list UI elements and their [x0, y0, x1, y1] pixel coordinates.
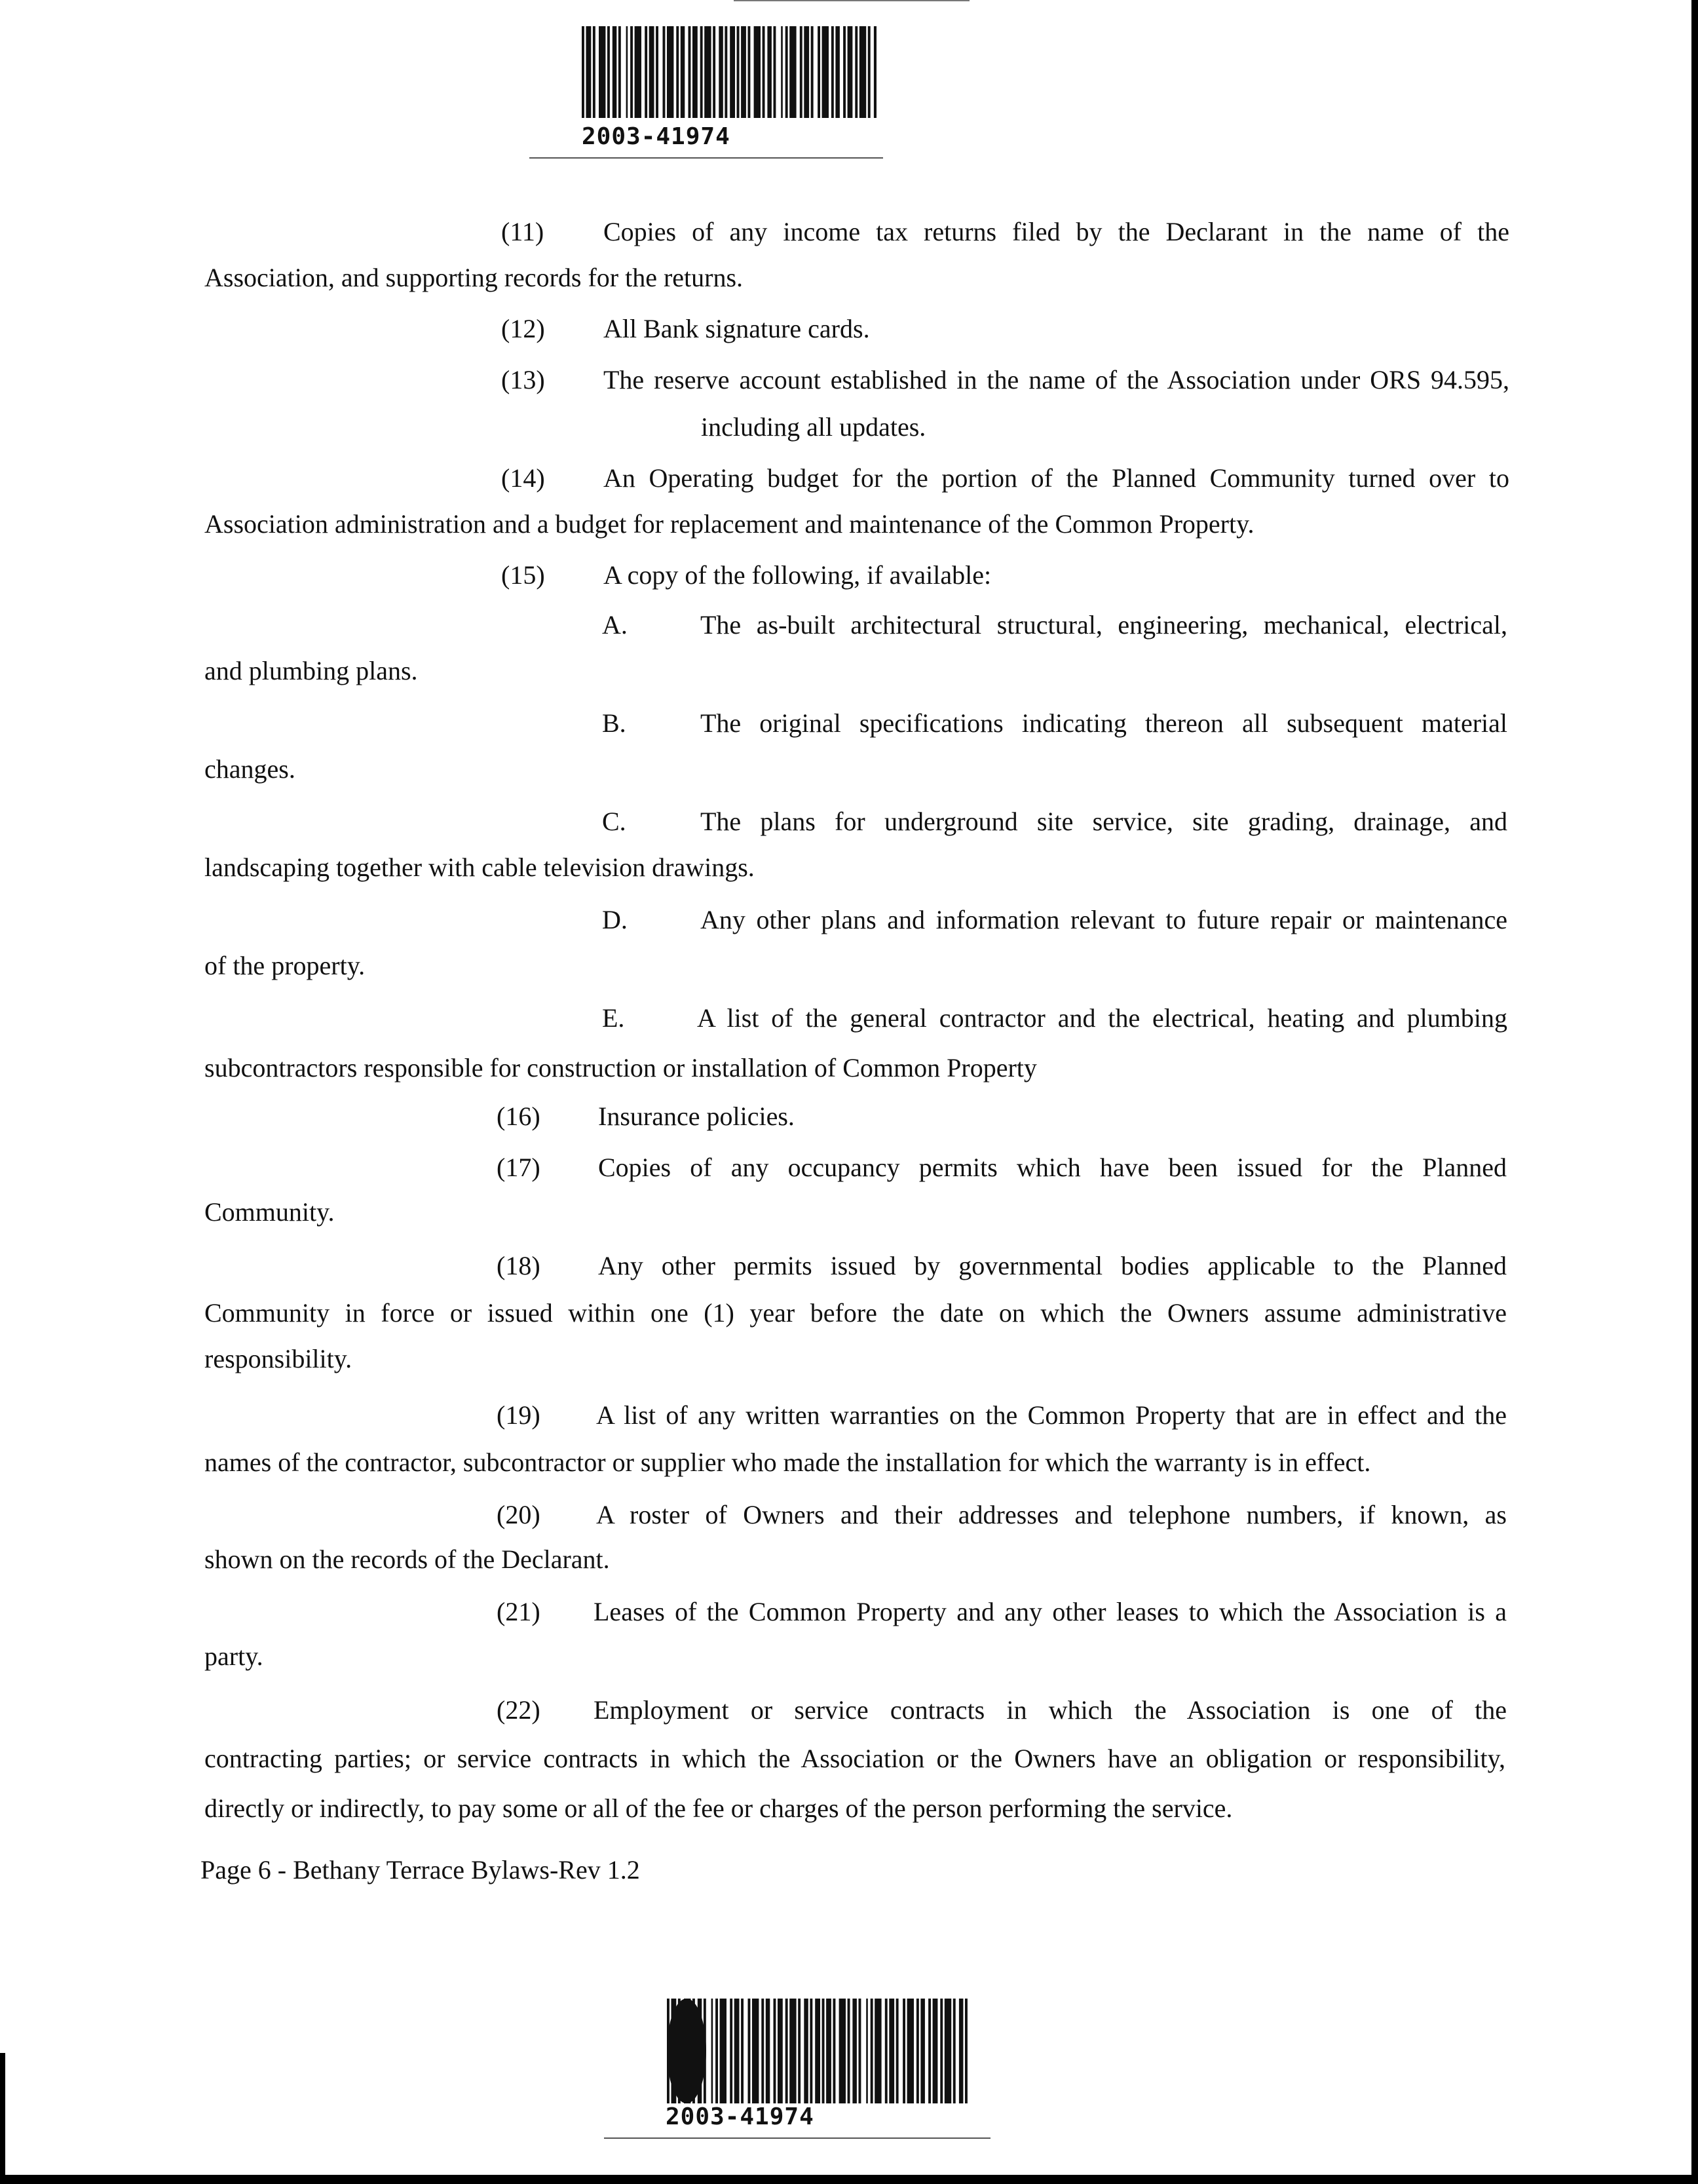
- item-text: Copies of any occupancy permits which have been issued for the Planned: [598, 1153, 1507, 1182]
- sub-item-text: The original specifications indicating thereon all subsequent material: [700, 708, 1507, 738]
- item-continuation: directly or indirectly, to pay some or all of the fee or charges of the person performing the service.: [204, 1793, 1233, 1823]
- item-text: An Operating budget for the portion of the Planned Community turned over to: [603, 463, 1509, 493]
- item-continuation: party.: [204, 1641, 263, 1671]
- barcode-number: 2003-41974: [582, 123, 730, 150]
- recording-barcode-bottom: [667, 1999, 968, 2156]
- item-number: (18): [497, 1251, 540, 1280]
- item-text: Leases of the Common Property and any other leases to which the Association is a: [594, 1597, 1507, 1626]
- item-number: (13): [501, 365, 545, 394]
- sub-item-text: The plans for underground site service, site grading, drainage, and: [700, 807, 1507, 836]
- item-text: Any other permits issued by governmental bodies applicable to the Planned: [598, 1251, 1507, 1280]
- barcode-number: 2003-41974: [666, 2103, 814, 2130]
- item-continuation: Association, and supporting records for the returns.: [204, 263, 744, 292]
- item-continuation: names of the contractor, subcontractor or supplier who made the installation for which the warranty is in effect.: [204, 1447, 1371, 1477]
- sub-item-label: A.: [602, 610, 628, 640]
- item-continuation: subcontractors responsible for construction or installation of Common Property: [204, 1053, 1037, 1082]
- item-continuation: responsibility.: [204, 1344, 352, 1373]
- item-continuation: contracting parties; or service contracts in which the Association or the Owners have an obligation or responsibility,: [204, 1744, 1505, 1773]
- item-number: (12): [501, 314, 545, 343]
- barcode-bars: [667, 1999, 968, 2103]
- item-text: Copies of any income tax returns filed by the Declarant in the name of the: [603, 217, 1509, 246]
- item-text: All Bank signature cards.: [603, 314, 870, 343]
- item-text: A roster of Owners and their addresses and telephone numbers, if known, as: [596, 1500, 1507, 1529]
- scan-border-left: [0, 2053, 5, 2184]
- item-number: (14): [501, 463, 545, 493]
- item-number: (17): [497, 1153, 540, 1182]
- scan-border-bottom: [0, 2175, 1698, 2184]
- sub-item-label: B.: [602, 708, 626, 738]
- item-continuation: of the property.: [204, 951, 366, 980]
- sub-item-text: Any other plans and information relevant to future repair or maintenance: [700, 905, 1507, 934]
- item-number: (16): [497, 1102, 540, 1131]
- item-number: (21): [497, 1597, 540, 1626]
- item-text: The reserve account established in the name of the Association under ORS 94.595,: [603, 365, 1509, 394]
- item-continuation: and plumbing plans.: [204, 656, 418, 685]
- item-number: (22): [497, 1695, 540, 1725]
- page-footer: Page 6 - Bethany Terrace Bylaws-Rev 1.2: [200, 1855, 640, 1885]
- item-continuation: landscaping together with cable television drawings.: [204, 853, 755, 882]
- item-text: A list of any written warranties on the Common Property that are in effect and the: [596, 1400, 1507, 1430]
- scan-border-right: [1691, 0, 1698, 2184]
- item-text: Insurance policies.: [598, 1102, 795, 1131]
- item-number: (15): [501, 560, 545, 590]
- sub-item-label: D.: [602, 905, 628, 934]
- item-text: A copy of the following, if available:: [603, 560, 992, 590]
- item-number: (19): [497, 1400, 540, 1430]
- item-continuation: Community in force or issued within one (1) year before the date on which the Owners assume administrative: [204, 1298, 1507, 1328]
- item-continuation: Community.: [204, 1197, 335, 1227]
- item-continuation: Association administration and a budget for replacement and maintenance of the Common Property.: [204, 509, 1255, 539]
- sub-item-text: A list of the general contractor and the electrical, heating and plumbing: [697, 1003, 1507, 1033]
- item-text: Employment or service contracts in which the Association is one of the: [594, 1695, 1507, 1725]
- item-number: (20): [497, 1500, 540, 1529]
- sub-item-label: E.: [602, 1003, 625, 1033]
- barcode-underline: [604, 2137, 990, 2139]
- sub-item-text: The as-built architectural structural, engineering, mechanical, electrical,: [700, 610, 1507, 640]
- sub-item-label: C.: [602, 807, 626, 836]
- barcode-underline: [529, 157, 883, 159]
- scan-artifact: [734, 0, 970, 4]
- item-continuation: shown on the records of the Declarant.: [204, 1544, 610, 1574]
- item-continuation: changes.: [204, 754, 295, 784]
- item-number: (11): [501, 217, 544, 246]
- recording-barcode-top: [582, 26, 877, 164]
- item-continuation: including all updates.: [701, 412, 926, 442]
- barcode-bars: [582, 26, 877, 118]
